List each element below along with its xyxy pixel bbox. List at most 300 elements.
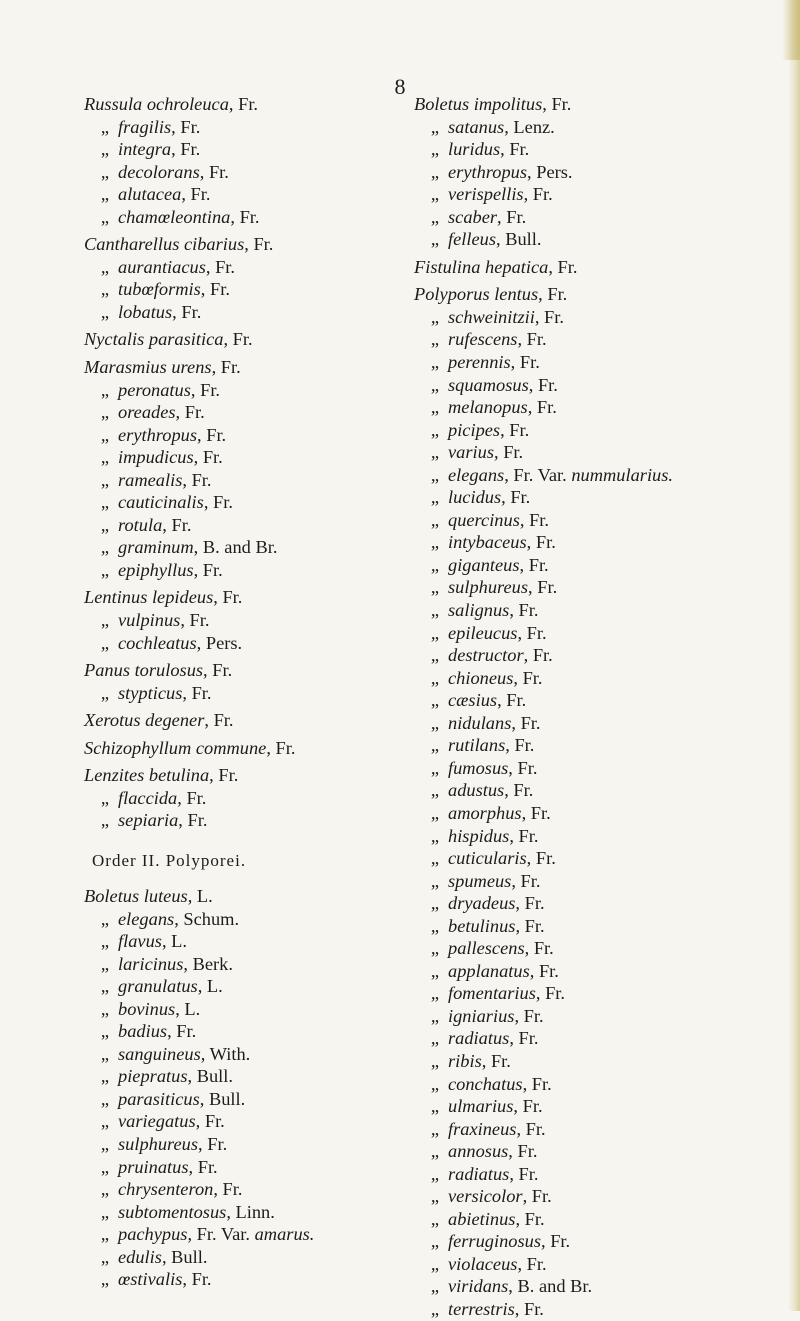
species-entry: „ edulis, Bull. — [84, 1246, 414, 1269]
order-label: Order II. — [92, 850, 161, 870]
ditto-mark: „ — [430, 306, 439, 327]
species-entry: „ schweinitzii, Fr. — [414, 306, 800, 329]
species-entry: „ rufescens, Fr. — [414, 328, 800, 351]
ditto-mark: „ — [100, 1133, 109, 1154]
species-list-polyporei — [84, 885, 414, 1291]
species-entry: „ dryadeus, Fr. — [414, 892, 800, 915]
species-entry: „ abietinus, Fr. — [414, 1208, 800, 1231]
ditto-mark: „ — [100, 682, 109, 703]
taxon-name: vulpinus — [118, 610, 181, 631]
taxon-name: sepiaria — [118, 810, 179, 831]
ditto-mark: „ — [100, 301, 109, 322]
author-abbreviation: Bull. — [171, 1246, 208, 1267]
taxon-name: aurantiacus — [118, 256, 206, 277]
taxon-name: erythropus — [118, 424, 198, 445]
taxon-name: pruinatus — [118, 1156, 189, 1177]
ditto-mark: „ — [100, 632, 109, 653]
taxon-name: parasiticus — [118, 1088, 200, 1109]
ditto-mark: „ — [430, 442, 439, 463]
species-entry: „ subtomentosus, Linn. — [84, 1201, 414, 1224]
taxon-name: fragilis — [118, 116, 172, 137]
taxon-name: lucidus — [448, 487, 502, 508]
taxon-name: integra — [118, 139, 172, 160]
species-entry: „ parasiticus, Bull. — [84, 1088, 414, 1111]
taxon-name: cuticularis — [448, 848, 527, 869]
taxon-name: abietinus — [448, 1208, 516, 1229]
taxon-name: ribis — [448, 1050, 482, 1071]
taxon-name: impudicus — [118, 447, 194, 468]
author-abbreviation: Fr. — [510, 487, 531, 508]
author-abbreviation: Fr. — [544, 306, 564, 327]
ditto-mark: „ — [430, 139, 439, 160]
ditto-mark: „ — [430, 870, 439, 891]
taxon-name: flaccida — [118, 787, 178, 808]
species-entry: „ fraxineus, Fr. — [414, 1118, 800, 1141]
ditto-mark: „ — [430, 206, 439, 227]
species-entry: „ fomentarius, Fr. — [414, 982, 800, 1005]
ditto-mark: „ — [430, 554, 439, 575]
taxon-name: cauticinalis — [118, 492, 204, 513]
author-abbreviation: Fr. — [526, 622, 547, 643]
taxon-name: verispellis — [448, 184, 524, 205]
author-abbreviation: Fr. — [520, 870, 541, 891]
taxon-name: annosus — [448, 1141, 509, 1162]
ditto-mark: „ — [430, 1073, 439, 1094]
taxon-name: conchatus — [448, 1073, 523, 1094]
taxon-name: Cantharellus cibarius — [84, 234, 245, 255]
ditto-mark: „ — [430, 577, 439, 598]
ditto-mark: „ — [430, 983, 439, 1004]
taxon-name: erythropus — [448, 161, 528, 182]
author-abbreviation: Fr. — [522, 1096, 543, 1117]
author-abbreviation: Berk. — [192, 953, 233, 974]
species-entry: „ elegans, Schum. — [84, 908, 414, 931]
species-entry: „ conchatus, Fr. — [414, 1073, 800, 1096]
taxon-name: pachypus — [118, 1224, 188, 1245]
species-entry: „ chioneus, Fr. — [414, 667, 800, 690]
ditto-mark: „ — [430, 1208, 439, 1229]
ditto-mark: „ — [430, 1298, 439, 1319]
taxon-name: sulphureus — [118, 1133, 199, 1154]
ditto-mark: „ — [100, 424, 109, 445]
taxon-name: perennis — [448, 352, 511, 373]
species-entry: „ sulphureus, Fr. — [414, 576, 800, 599]
taxon-name: ferruginosus — [448, 1231, 541, 1252]
author-abbreviation: Fr. — [213, 492, 233, 513]
author-abbreviation: Fr. — [490, 1050, 511, 1071]
species-entry: „ varius, Fr. — [414, 441, 800, 464]
species-entry: „ ramealis, Fr. — [84, 469, 414, 492]
species-entry: „ piepratus, Bull. — [84, 1065, 414, 1088]
author-abbreviation: Fr. — [232, 329, 253, 350]
species-entry: „ bovinus, L. — [84, 998, 414, 1021]
ditto-mark: „ — [100, 1269, 109, 1290]
taxon-name: hispidus — [448, 825, 510, 846]
taxon-name: pallescens — [448, 938, 525, 959]
species-entry: „ hispidus, Fr. — [414, 825, 800, 848]
species-entry: „ versicolor, Fr. — [414, 1185, 800, 1208]
taxon-name: epiphyllus — [118, 559, 194, 580]
author-abbreviation: Fr. — [197, 1156, 218, 1177]
species-entry: „ flavus, L. — [84, 930, 414, 953]
author-abbreviation: Fr. — [530, 802, 551, 823]
author-abbreviation: Fr. — [547, 284, 568, 305]
taxon-name: igniarius — [448, 1005, 515, 1026]
species-entry: „ amorphus, Fr. — [414, 802, 800, 825]
author-abbreviation: Fr. — [186, 787, 207, 808]
species-entry: „ epileucus, Fr. — [414, 622, 800, 645]
taxon-name: rotula — [118, 514, 163, 535]
author-abbreviation: Fr. — [550, 1231, 571, 1252]
species-entry: „ radiatus, Fr. — [414, 1163, 800, 1186]
ditto-mark: „ — [430, 600, 439, 621]
species-entry: „ pachypus, Fr. Var. amarus. — [84, 1223, 414, 1246]
taxon-name: amorphus — [448, 802, 522, 823]
author-abbreviation: Fr. — [202, 559, 223, 580]
species-entry: „ luridus, Fr. — [414, 138, 800, 161]
taxon-name: badius — [118, 1021, 168, 1042]
species-entry: „ erythropus, Pers. — [414, 161, 800, 184]
genus-entry: Nyctalis parasitica, Fr. — [84, 329, 253, 350]
taxon-name: fumosus — [448, 757, 509, 778]
taxon-name: rufescens — [448, 329, 518, 350]
author-abbreviation: Fr. — [533, 938, 554, 959]
author-abbreviation: Pers. — [536, 161, 573, 182]
taxon-name: chioneus — [448, 667, 514, 688]
taxon-name: elegans — [448, 464, 505, 485]
author-abbreviation: With. — [209, 1043, 251, 1064]
author-abbreviation: Fr. — [517, 757, 538, 778]
ditto-mark: „ — [430, 712, 439, 733]
author-abbreviation: Fr. — [537, 374, 558, 395]
species-entry: „ pallescens, Fr. — [414, 937, 800, 960]
species-entry: „ destructor, Fr. — [414, 644, 800, 667]
species-entry: „ adustus, Fr. — [414, 779, 800, 802]
species-entry: „ spumeus, Fr. — [414, 870, 800, 893]
author-abbreviation: Fr. — [171, 514, 192, 535]
taxon-name: Fistulina hepatica — [414, 256, 549, 277]
author-abbreviation: Fr. — [506, 206, 527, 227]
taxon-name: cochleatus — [118, 632, 197, 653]
author-abbreviation: Fr. — [545, 983, 566, 1004]
ditto-mark: „ — [430, 1050, 439, 1071]
species-entry: „ sepiaria, Fr. — [84, 809, 414, 832]
ditto-mark: „ — [430, 532, 439, 553]
ditto-mark: „ — [430, 667, 439, 688]
author-abbreviation: Fr. — [538, 960, 559, 981]
taxon-name: variegatus — [118, 1111, 196, 1132]
taxon-name: piepratus — [118, 1066, 188, 1087]
ditto-mark: „ — [100, 953, 109, 974]
taxon-name: destructor — [448, 645, 524, 666]
author-abbreviation: Fr. — [180, 116, 201, 137]
taxon-name: Marasmius urens — [84, 357, 212, 378]
species-entry: „ cuticularis, Fr. — [414, 847, 800, 870]
author-abbreviation: Bull. — [196, 1066, 233, 1087]
taxon-name: stypticus — [118, 682, 183, 703]
taxon-name: Polyporus lentus — [414, 284, 539, 305]
taxon-name: melanopus — [448, 397, 528, 418]
author-abbreviation: L. — [206, 976, 223, 997]
author-abbreviation: Fr. — [526, 329, 547, 350]
ditto-mark: „ — [430, 397, 439, 418]
species-entry: „ cauticinalis, Fr. — [84, 491, 414, 514]
author-abbreviation: Fr. — [528, 554, 549, 575]
author-abbreviation: Fr. — [524, 893, 545, 914]
author-abbreviation: Fr. — [189, 610, 210, 631]
author-abbreviation: Fr. — [535, 848, 556, 869]
taxon-name: satanus — [448, 116, 505, 137]
taxon-name: salignus — [448, 600, 510, 621]
species-entry: „ terrestris, Fr. — [414, 1298, 800, 1321]
author-abbreviation: Fr. — [506, 690, 527, 711]
taxon-name: scaber — [448, 206, 498, 227]
species-entry: „ scaber, Fr. — [414, 206, 800, 229]
species-entry: „ ulmarius, Fr. — [414, 1095, 800, 1118]
author-abbreviation: Fr. — [253, 234, 274, 255]
species-entry: „ elegans, Fr. Var. nummularius. — [414, 464, 800, 487]
species-entry: „ erythropus, Fr. — [84, 424, 414, 447]
taxon-name: radiatus — [448, 1163, 510, 1184]
author-abbreviation: Fr. — [222, 1179, 243, 1200]
author-abbreviation: Fr. — [524, 1208, 545, 1229]
author-abbreviation: Fr. — [526, 1253, 547, 1274]
taxon-name: versicolor — [448, 1186, 523, 1207]
species-entry: „ sanguineus, With. — [84, 1043, 414, 1066]
species-entry: „ pruinatus, Fr. — [84, 1156, 414, 1179]
ditto-mark: „ — [430, 1231, 439, 1252]
ditto-mark: „ — [100, 1021, 109, 1042]
ditto-mark: „ — [100, 379, 109, 400]
ditto-mark: „ — [430, 1028, 439, 1049]
species-entry: „ badius, Fr. — [84, 1020, 414, 1043]
author-abbreviation: Fr. — [190, 184, 211, 205]
ditto-mark: „ — [100, 256, 109, 277]
taxon-name: decolorans — [118, 161, 200, 182]
genus-entry: Cantharellus cibarius, Fr. — [84, 234, 274, 255]
taxon-name: fraxineus — [448, 1118, 517, 1139]
species-entry: „ integra, Fr. — [84, 138, 414, 161]
author-abbreviation: Fr. — [525, 1118, 546, 1139]
species-entry: „ lobatus, Fr. — [84, 301, 414, 324]
right-column — [414, 93, 800, 1321]
species-entry: „ quercinus, Fr. — [414, 509, 800, 532]
species-entry: „ betulinus, Fr. — [414, 915, 800, 938]
ditto-mark: „ — [100, 1043, 109, 1064]
taxon-name: giganteus — [448, 554, 520, 575]
author-abbreviation: Fr. — [220, 357, 241, 378]
taxon-name: betulinus — [448, 915, 516, 936]
ditto-mark: „ — [430, 352, 439, 373]
variety-label: Var. — [220, 1224, 250, 1245]
species-entry: „ annosus, Fr. — [414, 1140, 800, 1163]
ditto-mark: „ — [430, 1253, 439, 1274]
author-abbreviation: Fr. — [207, 1133, 228, 1154]
author-abbreviation: Fr. — [535, 532, 556, 553]
author-abbreviation: Fr. — [238, 94, 259, 114]
author-abbreviation: Lenz. — [513, 116, 555, 137]
taxon-name: luridus — [448, 139, 501, 160]
taxon-name: lobatus — [118, 301, 173, 322]
taxon-name: bovinus — [118, 998, 176, 1019]
species-entry: „ satanus, Lenz. — [414, 116, 800, 139]
ditto-mark: „ — [100, 810, 109, 831]
ditto-mark: „ — [430, 464, 439, 485]
genus-entry: Boletus luteus, L. — [84, 885, 213, 906]
order-heading — [92, 850, 414, 872]
ditto-mark: „ — [100, 559, 109, 580]
species-list-continued — [414, 93, 800, 1321]
author-abbreviation: B. and Br. — [202, 537, 278, 558]
ditto-mark: „ — [430, 1276, 439, 1297]
taxon-name: sulphureus — [448, 577, 529, 598]
taxon-name: radiatus — [448, 1028, 510, 1049]
author-abbreviation: Fr. — [536, 397, 557, 418]
taxon-name: cæsius — [448, 690, 498, 711]
author-abbreviation: Fr. — [215, 256, 236, 277]
ditto-mark: „ — [100, 908, 109, 929]
species-entry: „ ribis, Fr. — [414, 1050, 800, 1073]
author-abbreviation: Fr. — [532, 184, 553, 205]
taxon-name: applanatus — [448, 960, 530, 981]
taxon-name: Xerotus degener — [84, 710, 205, 731]
species-entry: „ œstivalis, Fr. — [84, 1268, 414, 1291]
ditto-mark: „ — [430, 938, 439, 959]
author-abbreviation: L. — [171, 931, 187, 952]
ditto-mark: „ — [100, 1179, 109, 1200]
author-abbreviation: Fr. — [208, 161, 229, 182]
author-abbreviation: Fr. — [202, 447, 223, 468]
author-abbreviation: Fr. — [181, 301, 202, 322]
ditto-mark: „ — [100, 184, 109, 205]
author-abbreviation: Fr. — [513, 780, 534, 801]
family-label: Polyporei. — [165, 850, 247, 870]
author-abbreviation: Fr. — [514, 735, 535, 756]
page-number: 8 — [394, 74, 406, 99]
ditto-mark: „ — [100, 787, 109, 808]
ditto-mark: „ — [430, 690, 439, 711]
taxon-name: schweinitzii — [448, 306, 535, 327]
species-entry: „ rotula, Fr. — [84, 514, 414, 537]
ditto-mark: „ — [100, 279, 109, 300]
ditto-mark: „ — [100, 1201, 109, 1222]
ditto-mark: „ — [100, 402, 109, 423]
author-abbreviation: Linn. — [235, 1201, 275, 1222]
taxon-name: elegans — [118, 908, 175, 929]
ditto-mark: „ — [430, 780, 439, 801]
ditto-mark: „ — [100, 1156, 109, 1177]
genus-entry: Schizophyllum commune, Fr. — [84, 737, 296, 758]
taxon-name: Nyctalis parasitica — [84, 329, 224, 350]
species-entry: „ verispellis, Fr. — [414, 183, 800, 206]
species-entry: „ impudicus, Fr. — [84, 446, 414, 469]
species-entry: „ graminum, B. and Br. — [84, 536, 414, 559]
taxon-name: edulis — [118, 1246, 162, 1267]
species-entry: „ intybaceus, Fr. — [414, 531, 800, 554]
species-entry: „ picipes, Fr. — [414, 419, 800, 442]
species-entry: „ aurantiacus, Fr. — [84, 256, 414, 279]
species-entry: „ chamœleontina, Fr. — [84, 206, 414, 229]
ditto-mark: „ — [430, 825, 439, 846]
ditto-mark: „ — [430, 1186, 439, 1207]
species-entry: „ squamosus, Fr. — [414, 374, 800, 397]
species-entry: „ ferruginosus, Fr. — [414, 1230, 800, 1253]
ditto-mark: „ — [100, 1224, 109, 1245]
taxon-name: peronatus — [118, 379, 191, 400]
ditto-mark: „ — [430, 329, 439, 350]
taxon-name: varius — [448, 442, 494, 463]
species-entry: „ applanatus, Fr. — [414, 960, 800, 983]
author-abbreviation: Fr. — [176, 1021, 197, 1042]
ditto-mark: „ — [100, 1066, 109, 1087]
author-abbreviation: Bull. — [505, 229, 542, 250]
taxon-name: œstivalis — [118, 1269, 183, 1290]
author-abbreviation: Fr. — [191, 682, 212, 703]
variety-name: nummularius. — [571, 464, 673, 485]
taxon-name: flavus — [118, 931, 162, 952]
ditto-mark: „ — [100, 1088, 109, 1109]
author-abbreviation: Fr. — [204, 1111, 225, 1132]
ditto-mark: „ — [430, 1163, 439, 1184]
author-abbreviation: Schum. — [183, 908, 240, 929]
genus-entry: Panus torulosus, Fr. — [84, 660, 233, 681]
species-entry: „ fragilis, Fr. — [84, 116, 414, 139]
ditto-mark: „ — [100, 161, 109, 182]
author-abbreviation: Fr. — [523, 1298, 544, 1319]
author-abbreviation: Fr. — [532, 645, 553, 666]
author-abbreviation: Fr. — [206, 424, 227, 445]
ditto-mark: „ — [430, 509, 439, 530]
ditto-mark: „ — [430, 757, 439, 778]
genus-entry: Lenzites betulina, Fr. — [84, 765, 239, 786]
species-entry: „ flaccida, Fr. — [84, 787, 414, 810]
ditto-mark: „ — [430, 915, 439, 936]
genus-entry: Xerotus degener, Fr. — [84, 710, 234, 731]
genus-entry: Marasmius urens, Fr. — [84, 357, 241, 378]
taxon-name: picipes — [448, 419, 501, 440]
genus-entry: Fistulina hepatica, Fr. — [414, 256, 578, 277]
taxon-name: laricinus — [118, 953, 184, 974]
ditto-mark: „ — [430, 1096, 439, 1117]
ditto-mark: „ — [430, 1005, 439, 1026]
species-entry: „ fumosus, Fr. — [414, 757, 800, 780]
author-abbreviation: Fr. — [218, 765, 239, 786]
author-abbreviation: Fr. — [196, 1224, 217, 1245]
taxon-name: Lenzites betulina — [84, 765, 210, 786]
variety-name: amarus. — [254, 1224, 315, 1245]
ditto-mark: „ — [430, 645, 439, 666]
variety-label: Var. — [537, 464, 567, 485]
taxon-name: Boletus luteus — [84, 885, 188, 906]
taxon-name: tubœformis — [118, 279, 201, 300]
genus-entry: Boletus impolitus, Fr. — [414, 94, 572, 114]
ditto-mark: „ — [430, 622, 439, 643]
author-abbreviation: Fr. — [524, 915, 545, 936]
author-abbreviation: Fr. — [519, 352, 540, 373]
species-entry: „ decolorans, Fr. — [84, 161, 414, 184]
taxon-name: Panus torulosus — [84, 660, 204, 681]
taxon-name: quercinus — [448, 509, 520, 530]
author-abbreviation: Fr. — [518, 600, 539, 621]
page-edge-stain — [782, 0, 800, 60]
author-abbreviation: Fr. — [531, 1073, 552, 1094]
taxon-name: adustus — [448, 780, 505, 801]
author-abbreviation: Fr. — [191, 469, 212, 490]
author-abbreviation: Pers. — [205, 632, 243, 653]
ditto-mark: „ — [430, 1118, 439, 1139]
taxon-name: terrestris — [448, 1298, 515, 1319]
ditto-mark: „ — [430, 161, 439, 182]
